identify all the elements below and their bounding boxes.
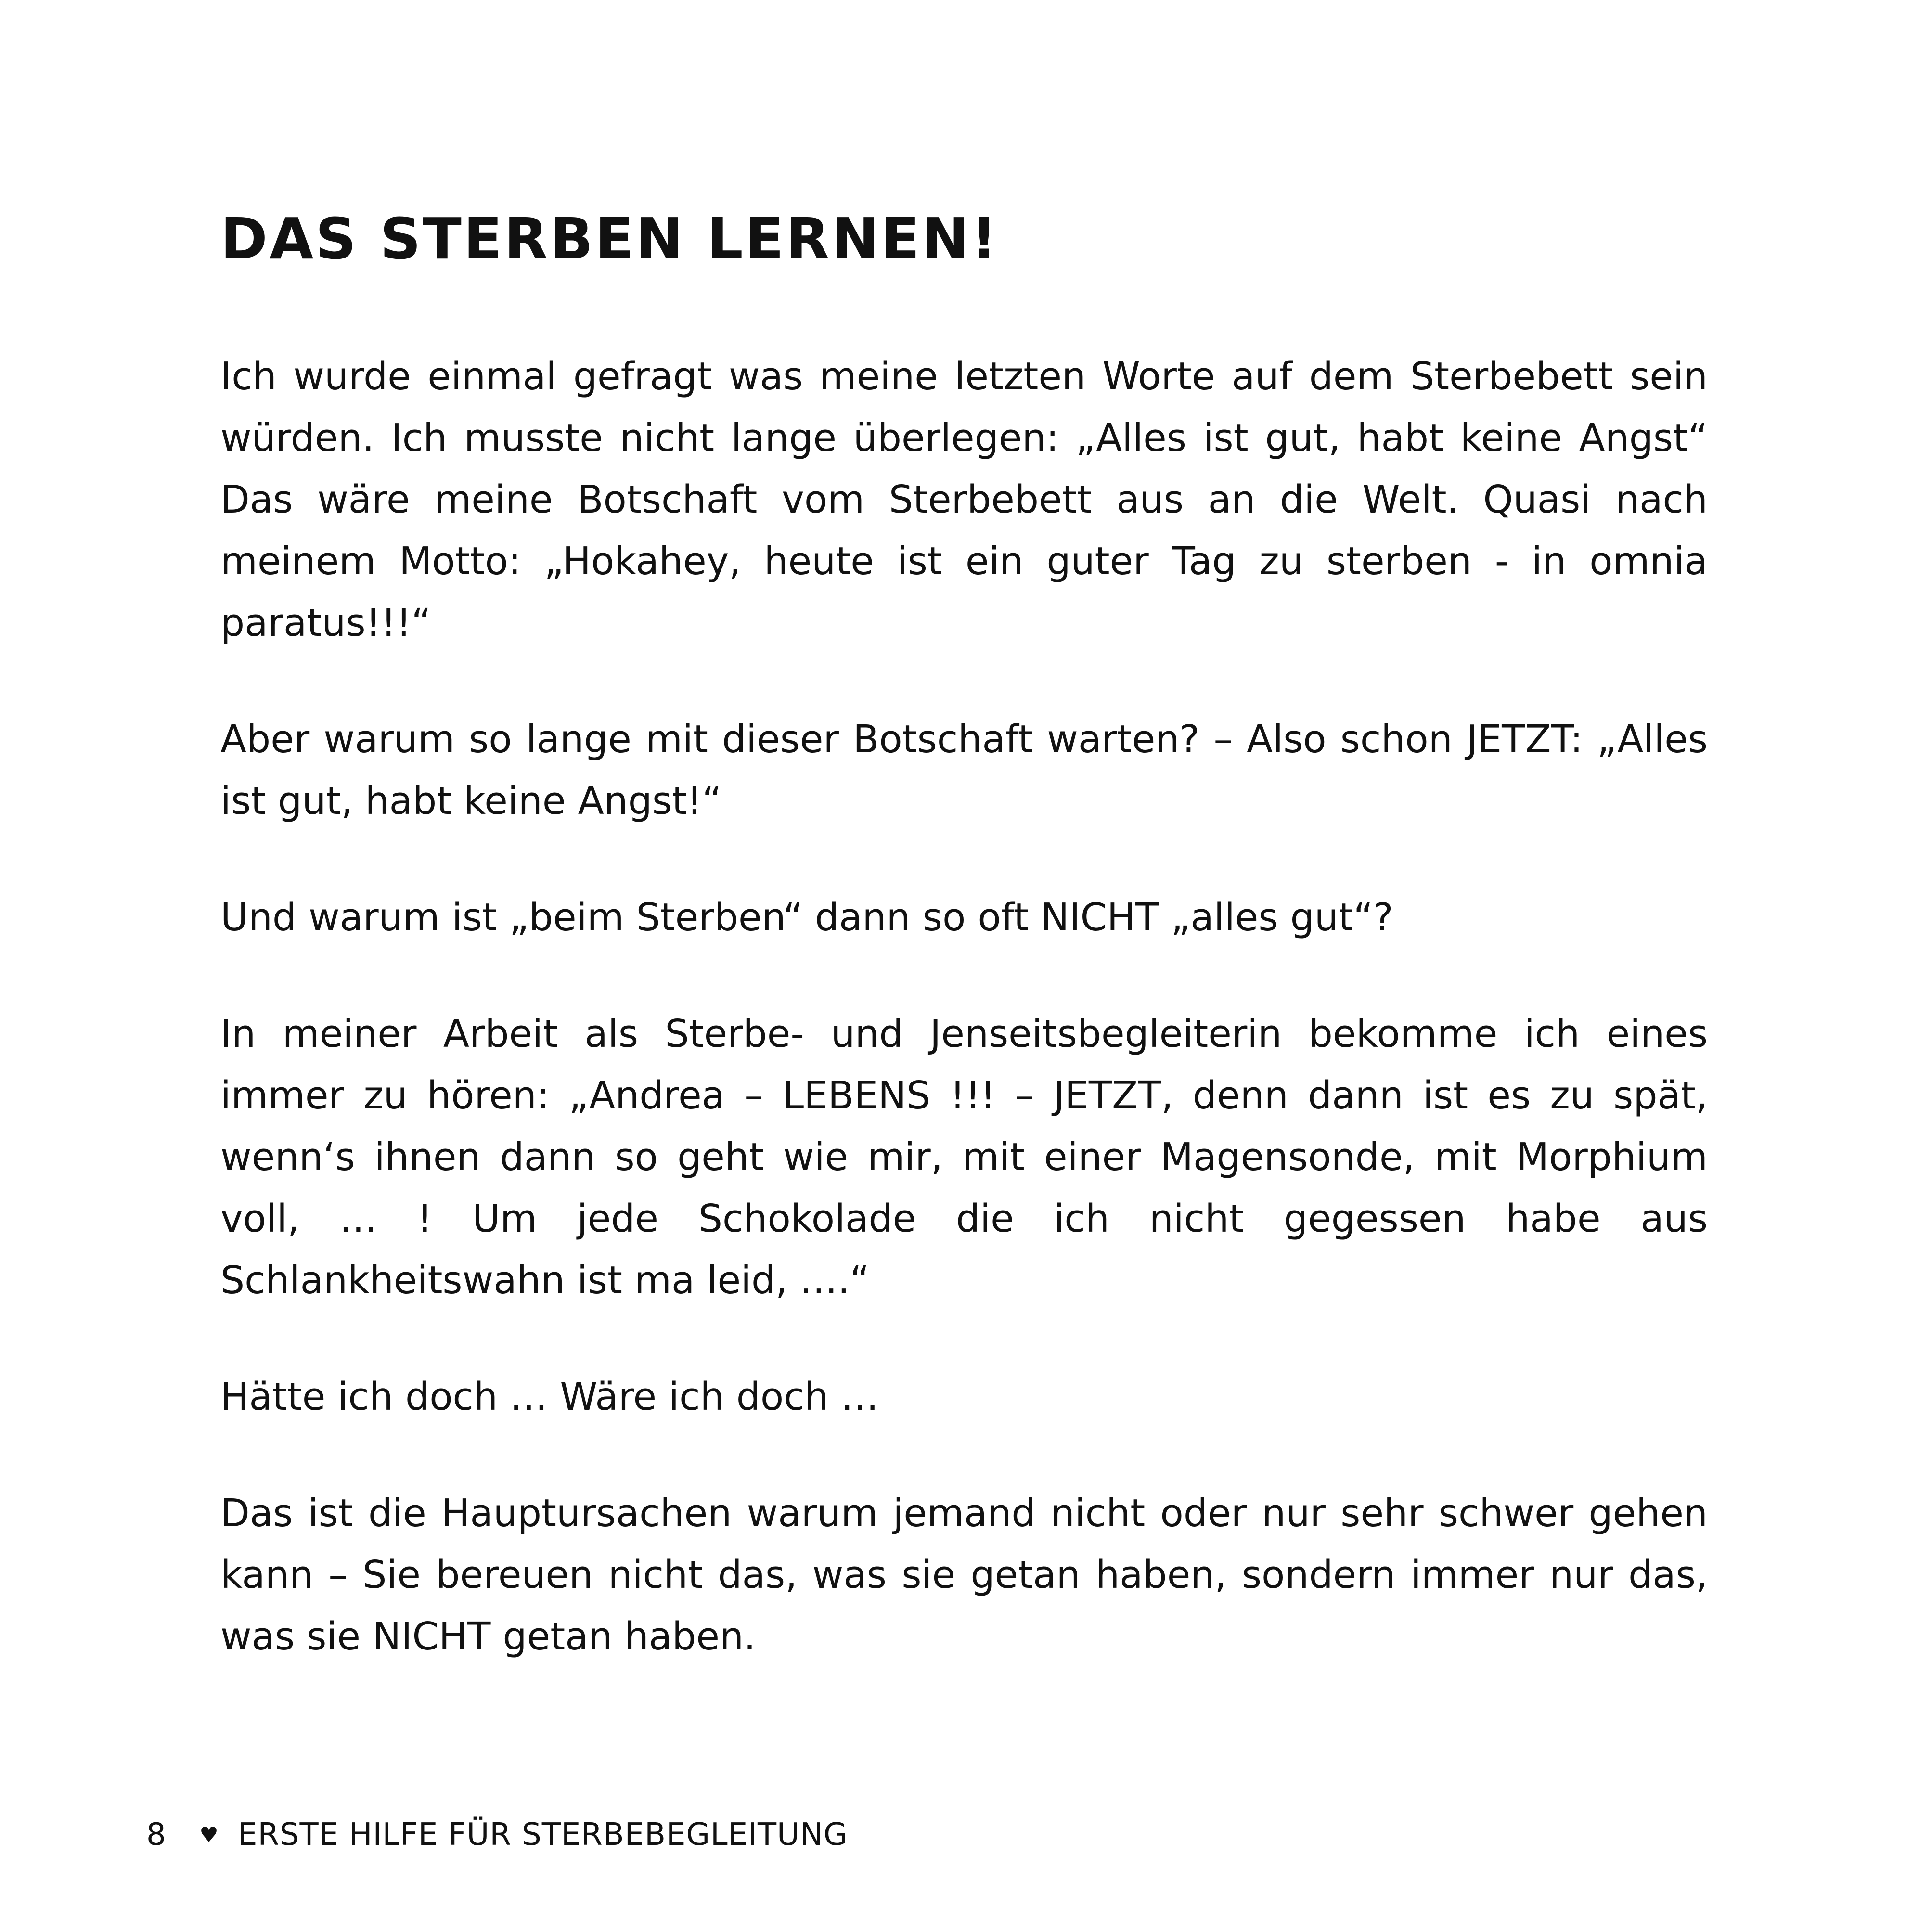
body-text — [220, 346, 1708, 1722]
page-number: 8 — [146, 1817, 166, 1853]
running-title: ERSTE HILFE FÜR STERBEBEGLEITUNG — [238, 1817, 848, 1853]
page-footer — [146, 1811, 848, 1859]
paragraph-work-experience: In meiner Arbeit als Sterbe- und Jenseitsbegleiterin bekomme ich eines immer zu hören: „Andrea – LEBENS !!! – JETZT, denn dann ist es zu spät, wenn‘s ihnen dann so geht wie mir, mit einer Magensonde, mit Morphium voll, … ! Um jede Schokolade die ich nicht gegessen habe aus Schlankheitswahn ist ma leid, ….“ — [220, 1012, 1708, 1302]
paragraph-not-all-good: Und warum ist „beim Sterben“ dann so oft NICHT „alles gut“? — [220, 895, 1393, 940]
heart-icon: ♥ — [199, 1822, 219, 1847]
paragraph-last-words: Ich wurde einmal gefragt was meine letzten Worte auf dem Sterbebett sein würden. Ich musste nicht lange überlegen: „Alles ist gut, habt keine Angst“ Das wäre meine Botschaft vom Sterbebett aus an die Welt. Quasi nach meinem Motto: „Hokahey, heute ist ein guter Tag zu sterben - in omnia paratus!!!“ — [220, 354, 1708, 645]
page-title: DAS STERBEN LERNEN! — [220, 206, 999, 272]
paragraph-regrets: Hätte ich doch … Wäre ich doch … — [220, 1375, 879, 1419]
paragraph-main-causes: Das ist die Hauptursachen warum jemand nicht oder nur sehr schwer gehen kann – Sie bereuen nicht das, was sie getan haben, sondern immer nur das, was sie NICHT getan haben. — [220, 1491, 1708, 1659]
paragraph-why-wait: Aber warum so lange mit dieser Botschaft warten? – Also schon JETZT: „Alles ist gut, habt keine Angst!“ — [220, 717, 1708, 823]
